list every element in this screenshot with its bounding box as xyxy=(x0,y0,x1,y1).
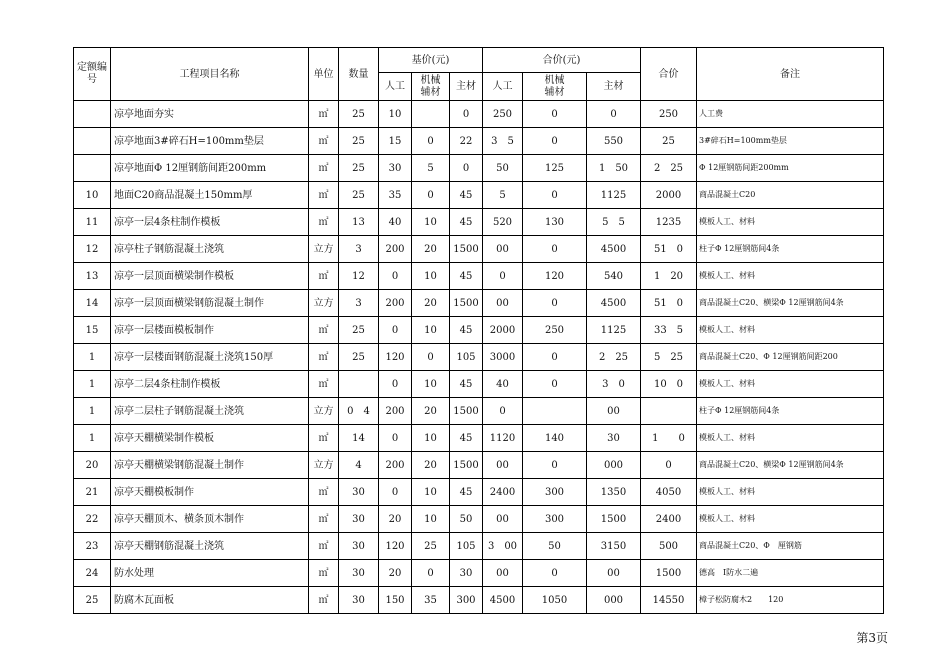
row-base-labor: 20 xyxy=(379,506,412,533)
row-remark: 商品混凝土C20、Φ 12厘钢筋间距200 xyxy=(697,344,884,371)
row-total-machine: 250 xyxy=(523,317,587,344)
row-total-labor: 00 xyxy=(483,290,523,317)
row-base-labor: 120 xyxy=(379,533,412,560)
row-total-machine: 0 xyxy=(523,128,587,155)
row-total-main: 0 xyxy=(587,101,641,128)
row-base-machine: 0 xyxy=(412,128,450,155)
row-base-labor: 10 xyxy=(379,101,412,128)
row-remark: 商品混凝土C20、Φ 厘钢筋 xyxy=(697,533,884,560)
row-total-labor: 3 5 xyxy=(483,128,523,155)
row-total: 10 0 xyxy=(641,371,697,398)
row-code: 22 xyxy=(74,506,111,533)
header-remark: 备注 xyxy=(697,48,884,101)
row-base-labor: 0 xyxy=(379,425,412,452)
row-total-main: 1500 xyxy=(587,506,641,533)
row-total: 2000 xyxy=(641,182,697,209)
row-base-main: 1500 xyxy=(450,236,483,263)
row-name: 凉亭柱子钢筋混凝土浇筑 xyxy=(111,236,309,263)
row-base-labor: 200 xyxy=(379,290,412,317)
row-remark: 3#碎石H=100mm垫层 xyxy=(697,128,884,155)
row-base-labor: 40 xyxy=(379,209,412,236)
row-base-main: 1500 xyxy=(450,290,483,317)
row-total-main: 1350 xyxy=(587,479,641,506)
row-total-main: 00 xyxy=(587,560,641,587)
header-labor-2: 人工 xyxy=(483,73,523,101)
row-code: 11 xyxy=(74,209,111,236)
row-base-main: 45 xyxy=(450,263,483,290)
row-total-main: 1125 xyxy=(587,317,641,344)
row-qty: 25 xyxy=(339,155,379,182)
row-total: 2400 xyxy=(641,506,697,533)
row-code: 1 xyxy=(74,344,111,371)
row-base-labor: 200 xyxy=(379,452,412,479)
row-qty: 3 xyxy=(339,290,379,317)
row-qty: 25 xyxy=(339,344,379,371)
row-name: 凉亭地面3#碎石H=100mm垫层 xyxy=(111,128,309,155)
header-unit: 单位 xyxy=(309,48,339,101)
row-qty xyxy=(339,371,379,398)
row-total-machine: 0 xyxy=(523,290,587,317)
row-base-main: 0 xyxy=(450,101,483,128)
row-name: 凉亭地面夯实 xyxy=(111,101,309,128)
header-machine: 机械辅材 xyxy=(412,73,450,101)
row-total: 25 xyxy=(641,128,697,155)
row-code: 13 xyxy=(74,263,111,290)
row-base-machine: 20 xyxy=(412,398,450,425)
row-base-machine: 10 xyxy=(412,371,450,398)
row-remark: 模板人工、材料 xyxy=(697,371,884,398)
row-base-labor: 150 xyxy=(379,587,412,614)
row-total-main: 540 xyxy=(587,263,641,290)
table-row xyxy=(74,263,884,290)
row-base-main: 45 xyxy=(450,182,483,209)
row-base-main: 45 xyxy=(450,425,483,452)
row-total-machine: 125 xyxy=(523,155,587,182)
row-total-machine: 130 xyxy=(523,209,587,236)
row-remark: 模板人工、材料 xyxy=(697,317,884,344)
row-code: 1 xyxy=(74,425,111,452)
row-remark: 商品混凝土C20、横梁Φ 12厘钢筋间4条 xyxy=(697,290,884,317)
row-base-main: 30 xyxy=(450,560,483,587)
row-remark: 樟子松防腐木2 120 xyxy=(697,587,884,614)
header-code: 定额编号 xyxy=(74,48,111,101)
row-base-machine: 25 xyxy=(412,533,450,560)
row-total-labor: 00 xyxy=(483,560,523,587)
row-name: 凉亭天棚钢筋混凝土浇筑 xyxy=(111,533,309,560)
row-total: 14550 xyxy=(641,587,697,614)
row-remark: 商品混凝土C20 xyxy=(697,182,884,209)
row-name: 凉亭一层4条柱制作模板 xyxy=(111,209,309,236)
row-base-main: 45 xyxy=(450,317,483,344)
row-code: 1 xyxy=(74,398,111,425)
row-base-labor: 20 xyxy=(379,560,412,587)
row-total-main: 30 xyxy=(587,425,641,452)
row-base-main: 105 xyxy=(450,533,483,560)
quota-table xyxy=(73,47,884,614)
table-row xyxy=(74,452,884,479)
row-total-main: 4500 xyxy=(587,236,641,263)
row-total-labor: 2400 xyxy=(483,479,523,506)
row-total-machine: 300 xyxy=(523,506,587,533)
row-name: 地面C20商品混凝土150mm厚 xyxy=(111,182,309,209)
row-base-main: 22 xyxy=(450,128,483,155)
row-unit: 立方 xyxy=(309,290,339,317)
row-total-machine: 0 xyxy=(523,182,587,209)
row-qty: 30 xyxy=(339,560,379,587)
row-base-machine: 20 xyxy=(412,290,450,317)
row-qty: 0 4 xyxy=(339,398,379,425)
row-total: 2 25 xyxy=(641,155,697,182)
row-total-machine xyxy=(523,398,587,425)
row-total: 51 0 xyxy=(641,290,697,317)
row-base-labor: 200 xyxy=(379,236,412,263)
row-unit: ㎡ xyxy=(309,425,339,452)
row-qty: 25 xyxy=(339,182,379,209)
row-qty: 4 xyxy=(339,452,379,479)
header-total-price: 合价(元) xyxy=(483,48,641,73)
row-total-machine: 0 xyxy=(523,101,587,128)
row-total-machine: 0 xyxy=(523,452,587,479)
row-total-machine: 0 xyxy=(523,371,587,398)
page-number: 第3页 xyxy=(856,631,888,645)
row-total-machine: 140 xyxy=(523,425,587,452)
row-unit: 立方 xyxy=(309,236,339,263)
row-code: 12 xyxy=(74,236,111,263)
row-total-machine: 50 xyxy=(523,533,587,560)
row-base-labor: 0 xyxy=(379,479,412,506)
row-remark: 模板人工、材料 xyxy=(697,479,884,506)
row-unit: ㎡ xyxy=(309,155,339,182)
row-total-machine: 0 xyxy=(523,236,587,263)
row-qty: 30 xyxy=(339,533,379,560)
row-total-machine: 1050 xyxy=(523,587,587,614)
row-code: 1 xyxy=(74,371,111,398)
row-base-machine: 0 xyxy=(412,182,450,209)
row-total-labor: 00 xyxy=(483,452,523,479)
row-total-main: 550 xyxy=(587,128,641,155)
row-code: 14 xyxy=(74,290,111,317)
row-total-labor: 0 xyxy=(483,263,523,290)
table-row xyxy=(74,425,884,452)
table-row xyxy=(74,587,884,614)
row-total: 33 5 xyxy=(641,317,697,344)
row-total xyxy=(641,398,697,425)
table-row xyxy=(74,560,884,587)
row-total-labor: 0 xyxy=(483,398,523,425)
row-total-main: 3150 xyxy=(587,533,641,560)
row-total-main: 5 5 xyxy=(587,209,641,236)
row-remark: 德高 I防水二遍 xyxy=(697,560,884,587)
row-code: 25 xyxy=(74,587,111,614)
row-qty: 12 xyxy=(339,263,379,290)
header-main-2: 主材 xyxy=(587,73,641,101)
table-row xyxy=(74,479,884,506)
row-base-labor: 30 xyxy=(379,155,412,182)
row-qty: 3 xyxy=(339,236,379,263)
table-row xyxy=(74,236,884,263)
row-total-labor: 4500 xyxy=(483,587,523,614)
row-base-labor: 0 xyxy=(379,371,412,398)
row-unit: ㎡ xyxy=(309,128,339,155)
table-row xyxy=(74,344,884,371)
row-total-machine: 0 xyxy=(523,344,587,371)
table-row xyxy=(74,533,884,560)
row-unit: ㎡ xyxy=(309,263,339,290)
row-unit: ㎡ xyxy=(309,587,339,614)
header-base-price: 基价(元) xyxy=(379,48,483,73)
row-total-main: 1 50 xyxy=(587,155,641,182)
header-qty: 数量 xyxy=(339,48,379,101)
row-remark: 模板人工、材料 xyxy=(697,209,884,236)
row-unit: ㎡ xyxy=(309,506,339,533)
row-total: 1235 xyxy=(641,209,697,236)
row-total-labor: 40 xyxy=(483,371,523,398)
row-name: 凉亭一层顶面横梁钢筋混凝土制作 xyxy=(111,290,309,317)
row-remark: 柱子Φ 12厘钢筋间4条 xyxy=(697,236,884,263)
row-total-main: 2 25 xyxy=(587,344,641,371)
header-machine-2: 机械辅材 xyxy=(523,73,587,101)
row-remark: 人工费 xyxy=(697,101,884,128)
table-row xyxy=(74,128,884,155)
row-name: 凉亭一层楼面钢筋混凝土浇筑150厚 xyxy=(111,344,309,371)
row-base-labor: 0 xyxy=(379,317,412,344)
row-name: 凉亭二层柱子钢筋混凝土浇筑 xyxy=(111,398,309,425)
row-base-machine: 35 xyxy=(412,587,450,614)
row-base-machine: 10 xyxy=(412,506,450,533)
row-code xyxy=(74,155,111,182)
row-base-main: 300 xyxy=(450,587,483,614)
row-code xyxy=(74,101,111,128)
row-name: 凉亭天棚横梁钢筋混凝土制作 xyxy=(111,452,309,479)
header-row-1 xyxy=(74,48,884,73)
table-row xyxy=(74,101,884,128)
row-name: 凉亭一层顶面横梁制作模板 xyxy=(111,263,309,290)
row-base-machine: 10 xyxy=(412,479,450,506)
row-code: 24 xyxy=(74,560,111,587)
row-total-machine: 120 xyxy=(523,263,587,290)
row-base-machine: 5 xyxy=(412,155,450,182)
row-total-labor: 50 xyxy=(483,155,523,182)
row-remark: 商品混凝土C20、横梁Φ 12厘钢筋间4条 xyxy=(697,452,884,479)
row-unit: ㎡ xyxy=(309,317,339,344)
row-base-machine xyxy=(412,101,450,128)
header-total: 合价 xyxy=(641,48,697,101)
row-total-labor: 3000 xyxy=(483,344,523,371)
header-main: 主材 xyxy=(450,73,483,101)
row-total: 500 xyxy=(641,533,697,560)
row-qty: 25 xyxy=(339,128,379,155)
row-name: 凉亭天棚横梁制作模板 xyxy=(111,425,309,452)
row-name: 防水处理 xyxy=(111,560,309,587)
table-body xyxy=(74,101,884,614)
row-total-main: 00 xyxy=(587,398,641,425)
row-name: 凉亭二层4条柱制作模板 xyxy=(111,371,309,398)
row-total: 51 0 xyxy=(641,236,697,263)
row-unit: ㎡ xyxy=(309,182,339,209)
header-labor: 人工 xyxy=(379,73,412,101)
table-row xyxy=(74,506,884,533)
row-base-machine: 10 xyxy=(412,209,450,236)
table-row xyxy=(74,317,884,344)
table-row xyxy=(74,398,884,425)
row-total-labor: 5 xyxy=(483,182,523,209)
row-unit: ㎡ xyxy=(309,560,339,587)
row-remark: 模板人工、材料 xyxy=(697,506,884,533)
header-name: 工程项目名称 xyxy=(111,48,309,101)
row-total: 5 25 xyxy=(641,344,697,371)
row-unit: ㎡ xyxy=(309,344,339,371)
row-total-machine: 300 xyxy=(523,479,587,506)
row-total: 250 xyxy=(641,101,697,128)
table-row xyxy=(74,371,884,398)
row-qty: 30 xyxy=(339,479,379,506)
row-qty: 30 xyxy=(339,506,379,533)
row-code: 21 xyxy=(74,479,111,506)
row-total-labor: 1120 xyxy=(483,425,523,452)
row-code: 23 xyxy=(74,533,111,560)
row-total-labor: 3 00 xyxy=(483,533,523,560)
table-row xyxy=(74,182,884,209)
row-unit: ㎡ xyxy=(309,101,339,128)
row-base-main: 0 xyxy=(450,155,483,182)
row-base-machine: 20 xyxy=(412,452,450,479)
row-base-machine: 10 xyxy=(412,263,450,290)
row-base-labor: 0 xyxy=(379,263,412,290)
row-base-labor: 15 xyxy=(379,128,412,155)
row-name: 凉亭天棚顶木、横条顶木制作 xyxy=(111,506,309,533)
row-base-main: 1500 xyxy=(450,398,483,425)
row-total-labor: 00 xyxy=(483,236,523,263)
row-unit: ㎡ xyxy=(309,533,339,560)
table-row xyxy=(74,290,884,317)
row-base-main: 45 xyxy=(450,479,483,506)
row-qty: 25 xyxy=(339,101,379,128)
table-row xyxy=(74,155,884,182)
table-row xyxy=(74,209,884,236)
row-total: 1 20 xyxy=(641,263,697,290)
row-name: 凉亭一层楼面模板制作 xyxy=(111,317,309,344)
row-base-labor: 200 xyxy=(379,398,412,425)
row-base-machine: 0 xyxy=(412,344,450,371)
row-base-labor: 120 xyxy=(379,344,412,371)
row-base-machine: 20 xyxy=(412,236,450,263)
row-base-main: 105 xyxy=(450,344,483,371)
row-base-main: 50 xyxy=(450,506,483,533)
row-unit: ㎡ xyxy=(309,371,339,398)
row-code xyxy=(74,128,111,155)
row-total-labor: 250 xyxy=(483,101,523,128)
row-total: 0 xyxy=(641,452,697,479)
row-total-machine: 0 xyxy=(523,560,587,587)
row-total: 1 0 xyxy=(641,425,697,452)
row-remark: Φ 12厘钢筋间距200mm xyxy=(697,155,884,182)
row-name: 防腐木瓦面板 xyxy=(111,587,309,614)
row-total-main: 000 xyxy=(587,587,641,614)
row-unit: ㎡ xyxy=(309,209,339,236)
row-name: 凉亭天棚模板制作 xyxy=(111,479,309,506)
row-base-main: 45 xyxy=(450,371,483,398)
row-total-main: 000 xyxy=(587,452,641,479)
row-remark: 模板人工、材料 xyxy=(697,425,884,452)
row-name: 凉亭地面Φ 12厘钢筋间距200mm xyxy=(111,155,309,182)
row-base-main: 1500 xyxy=(450,452,483,479)
row-code: 15 xyxy=(74,317,111,344)
row-total-main: 1125 xyxy=(587,182,641,209)
row-total-main: 3 0 xyxy=(587,371,641,398)
row-base-machine: 0 xyxy=(412,560,450,587)
row-total-main: 4500 xyxy=(587,290,641,317)
row-qty: 30 xyxy=(339,587,379,614)
row-remark: 模板人工、材料 xyxy=(697,263,884,290)
row-code: 20 xyxy=(74,452,111,479)
row-base-labor: 35 xyxy=(379,182,412,209)
row-total-labor: 2000 xyxy=(483,317,523,344)
row-total-labor: 00 xyxy=(483,506,523,533)
row-base-machine: 10 xyxy=(412,425,450,452)
row-total-labor: 520 xyxy=(483,209,523,236)
row-base-machine: 10 xyxy=(412,317,450,344)
row-unit: 立方 xyxy=(309,452,339,479)
row-qty: 13 xyxy=(339,209,379,236)
row-qty: 14 xyxy=(339,425,379,452)
row-total: 4050 xyxy=(641,479,697,506)
row-qty: 25 xyxy=(339,317,379,344)
row-unit: ㎡ xyxy=(309,479,339,506)
row-remark: 柱子Φ 12厘钢筋间4条 xyxy=(697,398,884,425)
row-total: 1500 xyxy=(641,560,697,587)
row-code: 10 xyxy=(74,182,111,209)
row-base-main: 45 xyxy=(450,209,483,236)
row-unit: 立方 xyxy=(309,398,339,425)
